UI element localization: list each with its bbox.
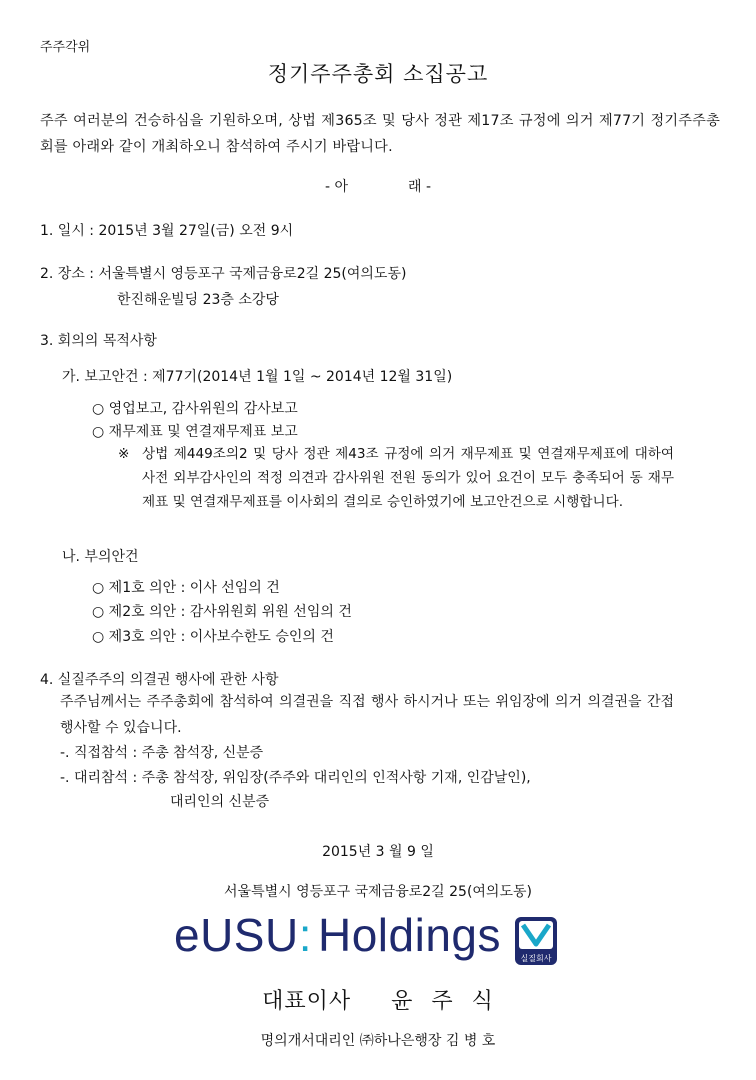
item-3-heading: 3. 회의의 목적사항 [40, 333, 157, 349]
company-address: 서울특별시 영등포구 국제금융로2길 25(여의도동) [224, 884, 532, 900]
transfer-agent: 명의개서대리인 ㈜하나은행장 김 병 호 [260, 1033, 496, 1049]
below-heading [0, 176, 756, 196]
ceo-name: 윤 주 식 [391, 989, 494, 1014]
item-3-a-report: 가. 보고안건 : 제77기(2014년 1월 1일 ~ 2014년 12월 31일) [62, 369, 453, 385]
item-3-b-3: ○ 제3호 의안 : 이사보수한도 승인의 건 [92, 629, 334, 645]
item-2-location-line2: 한진해운빌딩 23층 소강당 [117, 292, 279, 308]
notice-date: 2015년 3 월 9 일 [322, 844, 434, 860]
below-right: 래 - [408, 179, 432, 195]
item-4-proxy: -. 대리참석 : 주총 참석장, 위임장(주주와 대리인의 인적사항 기재, 인감날인), [60, 770, 531, 786]
item-2-location: 2. 장소 : 서울특별시 영등포구 국제금융로2길 25(여의도동) [40, 266, 407, 282]
item-3-b-2: ○ 제2호 의안 : 감사위원회 위원 선임의 건 [92, 604, 352, 620]
seal-icon [514, 916, 558, 966]
ceo-signature [0, 984, 756, 1015]
page-title: 정기주주총회 소집공고 [267, 62, 489, 86]
below-left: - 아 [324, 179, 348, 195]
ceo-title: 대표이사 [262, 989, 352, 1014]
item-1-date-time: 1. 일시 : 2015년 3월 27일(금) 오전 9시 [40, 223, 294, 239]
item-4-heading: 4. 실질주주의 의결권 행사에 관한 사항 [40, 672, 279, 688]
company-logo [174, 908, 501, 962]
logo-text-eusu: eUSU [174, 909, 299, 961]
logo-colon: : [298, 909, 312, 961]
item-3-a-2: ○ 재무제표 및 연결재무제표 보고 [92, 424, 298, 440]
company-seal [514, 916, 558, 970]
seal-text: 실질회사 [520, 954, 552, 963]
note-mark: ※ [118, 446, 130, 462]
item-3-a-1: ○ 영업보고, 감사위원의 감사보고 [92, 401, 298, 417]
item-4-text: 주주님께서는 주주총회에 참석하여 의결권을 직접 행사 하시거나 또는 위임장에 의거 의결권을 간접 행사할 수 있습니다. [60, 694, 674, 736]
intro-paragraph: 주주 여러분의 건승하심을 기원하오며, 상법 제365조 및 당사 정관 제17조 규정에 의거 제77기 정기주주총회를 아래와 같이 개최하오니 참석하여 주시기 바랍니다. [40, 113, 720, 155]
item-4-direct: -. 직접참석 : 주총 참석장, 신분증 [60, 745, 264, 761]
logo-text-holdings: Holdings [318, 909, 501, 961]
note-text: 상법 제449조의2 및 당사 정관 제43조 규정에 의거 재무제표 및 연결재무제표에 대하여 사전 외부감사인의 적정 의견과 감사위원 전원 동의가 있어 요건이 모두 충족되어 동 재무제표 및 연결재무제표를 이사회의 결의로 승인하였기에 보고안건으로 시행합니다. [142, 446, 674, 510]
item-3-b-agenda: 나. 부의안건 [62, 549, 139, 565]
item-3-b-1: ○ 제1호 의안 : 이사 선임의 건 [92, 580, 280, 596]
item-4-proxy-line2: 대리인의 신분증 [170, 794, 270, 810]
greeting: 주주각위 [40, 40, 91, 55]
